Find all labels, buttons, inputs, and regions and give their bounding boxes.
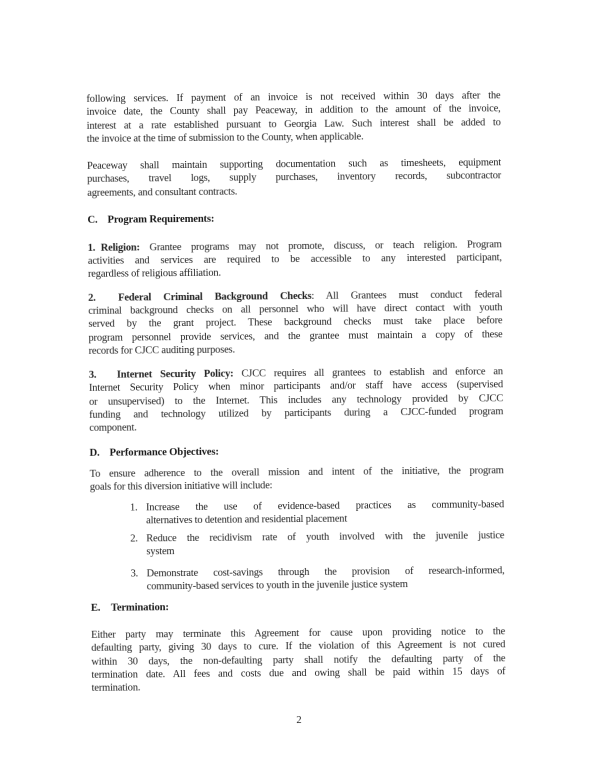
text-line: Increase the use of evidence-based practices as community-based [145, 499, 505, 514]
paragraph-termination-terms [91, 625, 506, 695]
text-line: agreements, and consultant contracts. [87, 186, 238, 199]
text-line: purchases, travel logs, supply purchases, inventory records, subcontractor [87, 170, 502, 186]
objective-item-2 [90, 529, 504, 559]
lead-text: CJCC requires all grantees to establish and enforce an [233, 366, 503, 380]
item-number: 1. [87, 242, 96, 254]
heading-termination [91, 598, 505, 615]
lead-text: Grantee programs may not promote, discuss, or teach religion. Program [139, 238, 502, 253]
text-line: served by the grant project. These background checks must take place before [88, 315, 503, 331]
bold-lead: Internet Security Policy: [116, 368, 234, 381]
paragraph-internet-security [89, 365, 504, 435]
section-letter: E. [90, 602, 101, 614]
text-line: criminal background checks on all personnel who will have direct contact with youth [88, 302, 503, 317]
text-line: Either party may terminate this Agreement for cause upon providing notice to the [91, 626, 506, 641]
text-line: or unsupervised) to the Internet. This includes any technology provided by CJCC [89, 392, 504, 408]
text-line: interest at a rate established pursuant to Georgia Law. Such interest shall be added to [86, 116, 501, 132]
text-line: following services. If payment of an invoice is not received within 30 days after the [86, 90, 501, 105]
list-number: 1. [129, 502, 138, 514]
text-line: system [146, 546, 175, 558]
text-line: termination date. All fees and costs due and owing shall be paid within 15 days of [91, 666, 506, 681]
text-line: To ensure adherence to the overall mission and intent of the initiative, the program [89, 465, 504, 480]
bold-lead: Federal Criminal Background Checks [118, 290, 312, 304]
text-line: community-based services to youth in the juvenile justice system [146, 578, 408, 593]
paragraph-supporting-documentation [87, 156, 501, 200]
heading-label: Performance Objectives: [109, 446, 219, 459]
paragraph-invoice-payment [86, 89, 500, 146]
item-number: 3. [88, 369, 97, 381]
list-number: 3. [130, 567, 139, 579]
lead-text: : All Grantees must conduct federal [311, 288, 503, 302]
text-line: alternatives to detention and residential placement [146, 513, 348, 527]
heading-performance-objectives [89, 443, 503, 460]
paragraph-objectives-intro [90, 464, 504, 494]
text-line: component. [89, 422, 137, 435]
text-line: Internet Security Policy when minor participants and/or staff have access (supervised [88, 379, 504, 395]
text-line: within 30 days, the non-defaulting party shall notify the defaulting party of the [91, 652, 506, 668]
text-line: termination. [91, 682, 141, 695]
text-line: Demonstrate cost-savings through the provision of research-informed, [146, 564, 505, 579]
item-number: 2. [88, 292, 96, 304]
objective-item-3 [91, 564, 505, 594]
bold-lead: Religion: [100, 241, 140, 254]
paragraph-religion [88, 238, 502, 282]
text-line: Reduce the recidivism rate of youth involved with the juvenile justice [146, 530, 505, 545]
text-line: records for CJCC auditing purposes. [88, 344, 235, 357]
text-line: program personnel provide services, and the grantee must maintain a copy of these [88, 328, 503, 344]
text-line: activities and services are required to be accessible to any interested participant, [87, 252, 502, 267]
text-line: goals for this diversion initiative will include: [89, 480, 273, 494]
text-line: invoice date, the County shall pay Peaceway, in addition to the amount of the invoice, [86, 103, 501, 119]
heading-label: Program Requirements: [107, 213, 215, 226]
paragraph-background-checks [88, 288, 503, 358]
text-line: Peaceway shall maintain supporting documentation such as timesheets, equipment [86, 157, 502, 172]
text-line: funding and technology utilized by participants during a CJCC-funded program [89, 406, 504, 421]
text-line: defaulting party, giving 30 days to cure. If the violation of this Agreement is not cured [91, 639, 506, 655]
text-line: the invoice at the time of submission to the County, when applicable. [86, 131, 364, 145]
section-letter: D. [89, 447, 100, 459]
list-number: 2. [130, 533, 138, 545]
page-number: 2 [296, 715, 302, 727]
heading-label: Termination: [110, 601, 169, 614]
text-line: regardless of religious affiliation. [87, 267, 221, 281]
heading-program-requirements [87, 210, 501, 227]
objective-item-1 [90, 498, 504, 528]
section-letter: C. [87, 214, 98, 226]
